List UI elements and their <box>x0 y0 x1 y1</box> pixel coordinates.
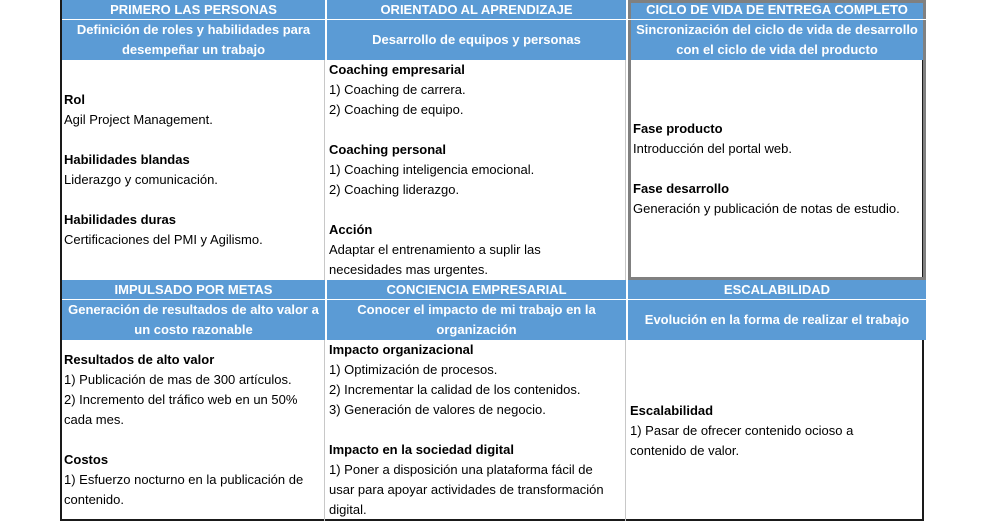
block-line: Generación y publicación de notas de estudio. <box>633 200 900 216</box>
section-subtitle: Sincronización del ciclo de vida de desarrollo con el ciclo de vida del producto <box>628 20 926 60</box>
block-heading: Impacto organizacional <box>329 342 474 357</box>
section-body <box>327 340 626 521</box>
section-title: ESCALABILIDAD <box>628 280 926 300</box>
block-heading: Resultados de alto valor <box>64 352 215 367</box>
block-line: Adaptar el entrenamiento a suplir las <box>329 242 541 257</box>
block-line: 1) Coaching inteligencia emocional. <box>329 162 535 177</box>
block-line: 2) Coaching liderazgo. <box>329 182 460 197</box>
block-heading: Acción <box>329 222 373 237</box>
block-line: contenido de valor. <box>630 442 740 458</box>
block-line: 1) Coaching de carrera. <box>329 82 466 97</box>
block-heading: Habilidades blandas <box>64 152 190 167</box>
section-body <box>628 340 926 521</box>
block-line: 2) Coaching de equipo. <box>329 102 464 117</box>
section-title: CICLO DE VIDA DE ENTREGA COMPLETO <box>628 0 926 20</box>
section-subtitle: Definición de roles y habilidades para desempeñar un trabajo <box>62 20 325 60</box>
block-line: usar para apoyar actividades de transformación <box>329 482 604 497</box>
block-line: digital. <box>329 502 367 517</box>
section-subtitle: Evolución en la forma de realizar el trabajo <box>628 300 926 340</box>
block-line: necesidades mas urgentes. <box>329 262 488 277</box>
block-heading: Fase producto <box>633 120 723 136</box>
block-line: Agil Project Management. <box>64 112 213 127</box>
section-subtitle: Generación de resultados de alto valor a un costo razonable <box>62 300 325 340</box>
block-heading: Fase desarrollo <box>633 180 730 196</box>
section-subtitle: Conocer el impacto de mi trabajo en la organización <box>327 300 626 340</box>
block-line: 1) Esfuerzo nocturno en la publicación de <box>64 472 304 487</box>
section-body <box>62 340 325 521</box>
block-heading: Impacto en la sociedad digital <box>329 442 514 457</box>
section-body <box>628 60 926 280</box>
block-line: 2) Incremento del tráfico web en un 50% <box>64 392 298 407</box>
block-line: 1) Publicación de mas de 300 artículos. <box>64 372 292 387</box>
section-body <box>327 60 626 280</box>
block-heading: Rol <box>64 92 85 107</box>
block-heading: Escalabilidad <box>630 402 714 418</box>
block-heading: Habilidades duras <box>64 212 176 227</box>
block-line: Liderazgo y comunicación. <box>64 172 218 187</box>
section-subtitle: Desarrollo de equipos y personas <box>327 20 626 60</box>
block-line: Introducción del portal web. <box>633 140 792 156</box>
block-heading: Coaching personal <box>329 142 447 157</box>
principles-table <box>60 0 924 521</box>
section-title: PRIMERO LAS PERSONAS <box>62 0 325 20</box>
block-line: 3) Generación de valores de negocio. <box>329 402 546 417</box>
section-body <box>62 60 325 280</box>
block-line: 1) Poner a disposición una plataforma fácil de <box>329 462 593 477</box>
block-line: 1) Pasar de ofrecer contenido ocioso a <box>630 422 854 438</box>
block-line: Certificaciones del PMI y Agilismo. <box>64 232 263 247</box>
block-heading: Costos <box>64 452 109 467</box>
block-line: cada mes. <box>64 412 124 427</box>
block-line: contenido. <box>64 492 124 507</box>
block-line: 2) Incrementar la calidad de los contenidos. <box>329 382 581 397</box>
section-title: ORIENTADO AL APRENDIZAJE <box>327 0 626 20</box>
section-title: CONCIENCIA EMPRESARIAL <box>327 280 626 300</box>
section-title: IMPULSADO POR METAS <box>62 280 325 300</box>
block-line: 1) Optimización de procesos. <box>329 362 498 377</box>
block-heading: Coaching empresarial <box>329 62 465 77</box>
